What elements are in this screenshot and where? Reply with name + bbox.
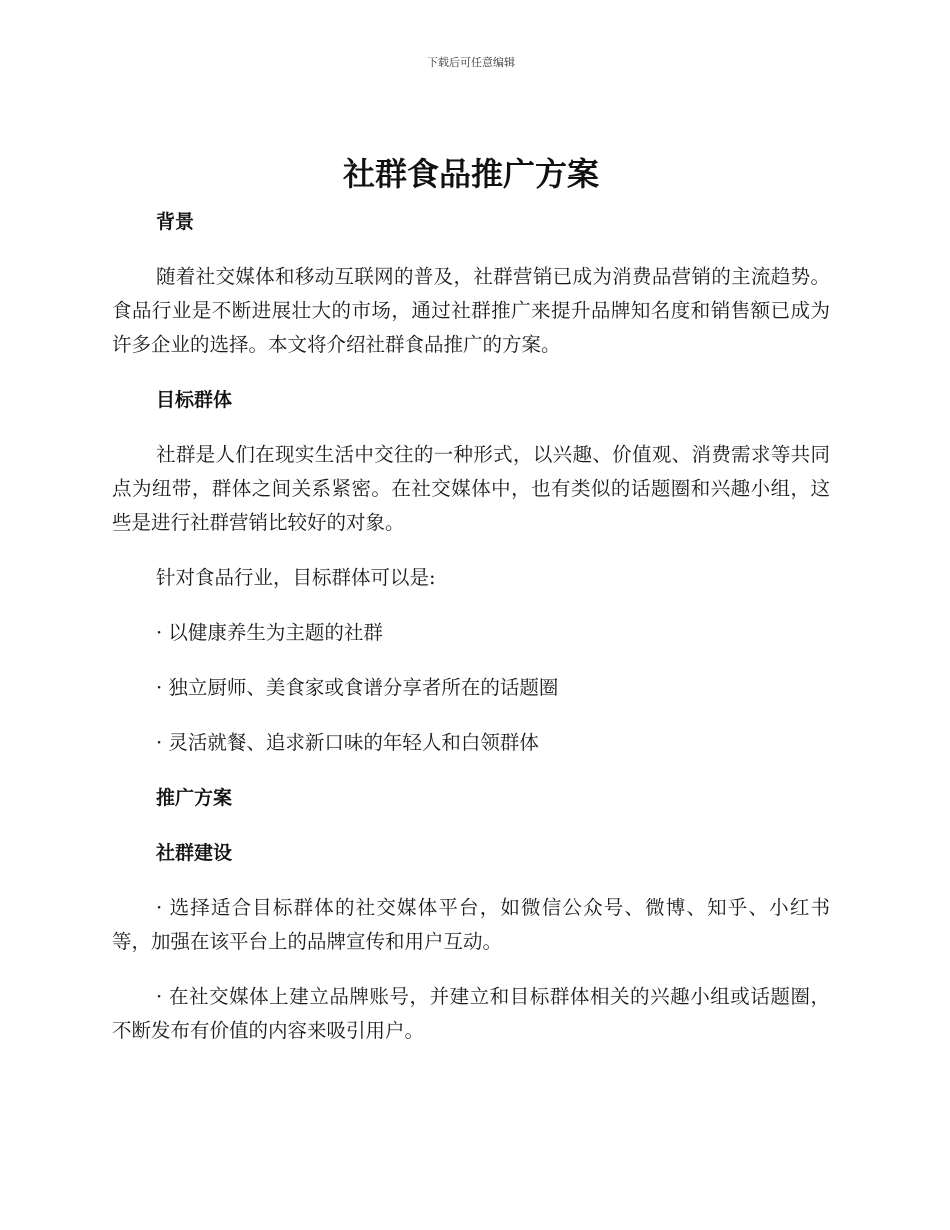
subsection-heading-community: 社群建设 bbox=[156, 842, 233, 864]
target-intro: 针对食品行业，目标群体可以是: bbox=[156, 566, 436, 589]
list-item: · 独立厨师、美食家或食谱分享者所在的话题圈 bbox=[156, 676, 559, 699]
list-item: · 选择适合目标群体的社交媒体平台，如微信公众号、微博、知乎、小红书等，加强在该平台上的品牌宣传和用户互动。 bbox=[112, 896, 830, 953]
section-heading-target: 目标群体 bbox=[156, 389, 233, 411]
header-note: 下载后可任意编辑 bbox=[427, 56, 515, 69]
list-item: · 在社交媒体上建立品牌账号，并建立和目标群体相关的兴趣小组或话题圈，不断发布有价值的内容来吸引用户。 bbox=[112, 985, 830, 1042]
list-item: · 以健康养生为主题的社群 bbox=[156, 621, 383, 644]
document-title: 社群食品推广方案 bbox=[342, 155, 599, 193]
list-item: · 灵活就餐、追求新口味的年轻人和白领群体 bbox=[156, 731, 539, 754]
section-heading-background: 背景 bbox=[156, 211, 195, 233]
target-paragraph: 社群是人们在现实生活中交往的一种形式，以兴趣、价值观、消费需求等共同点为纽带，群体之间关系紧密。在社交媒体中，也有类似的话题圈和兴趣小组，这些是进行社群营销比较好的对象。 bbox=[112, 443, 830, 534]
section-heading-plan: 推广方案 bbox=[156, 787, 233, 809]
background-paragraph: 随着社交媒体和移动互联网的普及，社群营销已成为消费品营销的主流趋势。食品行业是不断进展壮大的市场，通过社群推广来提升品牌知名度和销售额已成为许多企业的选择。本文将介绍社群食品推广的方案。 bbox=[112, 265, 830, 356]
